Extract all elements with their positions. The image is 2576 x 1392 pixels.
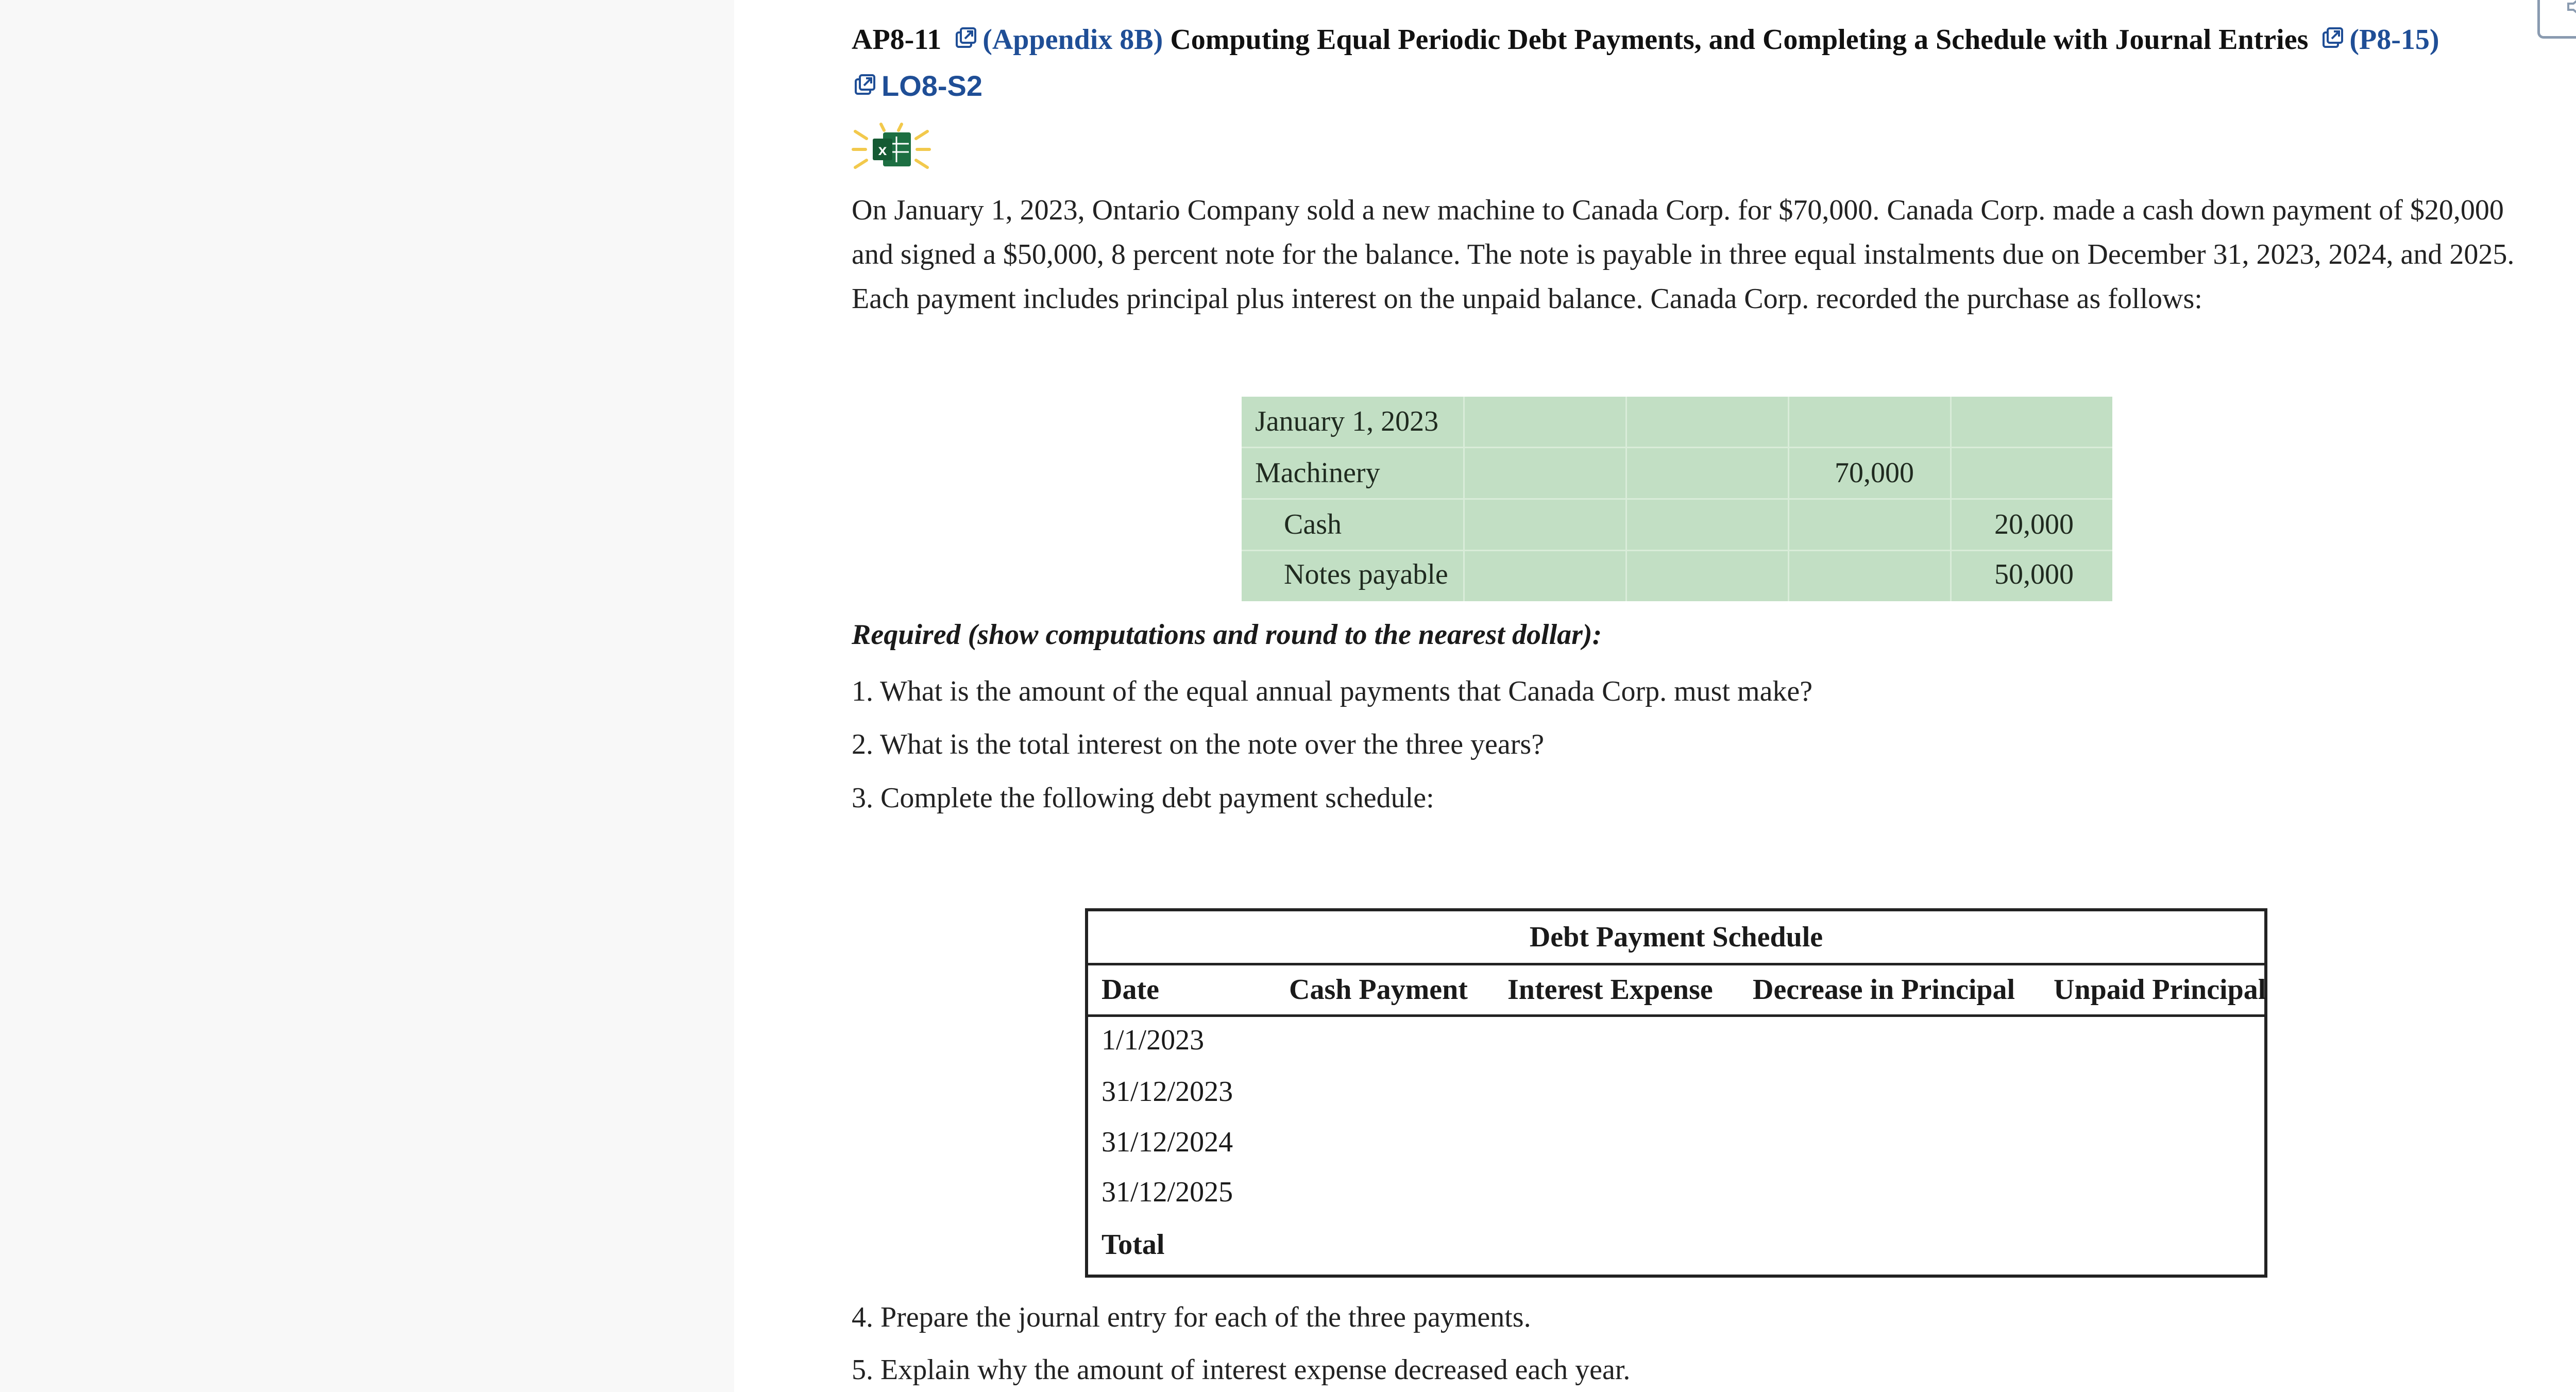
reference-link[interactable]: (P8-15) xyxy=(2349,24,2439,56)
debt-payment-schedule xyxy=(1085,908,2267,1278)
external-link-icon[interactable] xyxy=(852,65,876,90)
schedule-row-date: 31/12/2024 xyxy=(1101,1126,1233,1158)
journal-credit: 20,000 xyxy=(1994,508,2074,540)
schedule-header-row xyxy=(1088,965,2264,1017)
required-heading: Required (show computations and round to the nearest dollar): xyxy=(852,619,1602,651)
problem-title: Computing Equal Periodic Debt Payments, and Completing a Schedule with Journal Entries xyxy=(1170,24,2309,56)
audio-button[interactable] xyxy=(2537,0,2576,39)
speaker-icon xyxy=(2566,0,2576,22)
column-header: Decrease in Principal xyxy=(1753,974,2015,1006)
schedule-row-date: 1/1/2023 xyxy=(1101,1024,1205,1056)
schedule-title: Debt Payment Schedule xyxy=(1088,911,2264,965)
column-header: Date xyxy=(1101,974,1159,1006)
problem-code: AP8-11 xyxy=(852,24,942,56)
column-header: Interest Expense xyxy=(1507,974,1713,1006)
question-item: 1. What is the amount of the equal annual payments that Canada Corp. must make? xyxy=(852,675,1813,707)
journal-account: Notes payable xyxy=(1284,558,1448,590)
problem-text: On January 1, 2023, Ontario Company sold a new machine to Canada Corp. for $70,000. Canada Corp. made a cash down payment of $20,000 and signed a $50,000, 8 percent note for the balance. The note is payable in three equal instalments due on December 31, 2023, 2024, and 2025. Each payment includes principal plus interest on the unpaid balance. Canada Corp. recorded the purchase as follows: xyxy=(852,194,2515,315)
journal-credit: 50,000 xyxy=(1994,558,2074,590)
column-header: Unpaid Principal xyxy=(2054,974,2266,1006)
question-item: 2. What is the total interest on the note over the three years? xyxy=(852,728,1545,760)
question-item: 4. Prepare the journal entry for each of the three payments. xyxy=(852,1301,1531,1333)
journal-date: January 1, 2023 xyxy=(1255,405,1439,437)
schedule-row-date: 31/12/2023 xyxy=(1101,1076,1233,1108)
journal-entry-table xyxy=(1242,397,2112,601)
journal-account: Cash xyxy=(1284,508,1342,540)
external-link-icon[interactable] xyxy=(953,19,977,43)
journal-debit: 70,000 xyxy=(1835,457,1914,489)
schedule-total-label: Total xyxy=(1101,1229,1165,1261)
question-item: 3. Complete the following debt payment schedule: xyxy=(852,782,1434,814)
problem-heading xyxy=(852,16,2449,110)
question-item: 5. Explain why the amount of interest expense decreased each year. xyxy=(852,1354,1631,1386)
excel-icon[interactable] xyxy=(850,121,933,178)
schedule-row-date: 31/12/2025 xyxy=(1101,1176,1233,1208)
external-link-icon[interactable] xyxy=(2319,19,2344,43)
journal-account: Machinery xyxy=(1255,457,1380,489)
appendix-link[interactable]: (Appendix 8B) xyxy=(982,24,1163,56)
svg-text:x: x xyxy=(878,142,887,159)
learning-objective-link[interactable]: LO8-S2 xyxy=(882,70,983,102)
column-header: Cash Payment xyxy=(1289,974,1468,1006)
